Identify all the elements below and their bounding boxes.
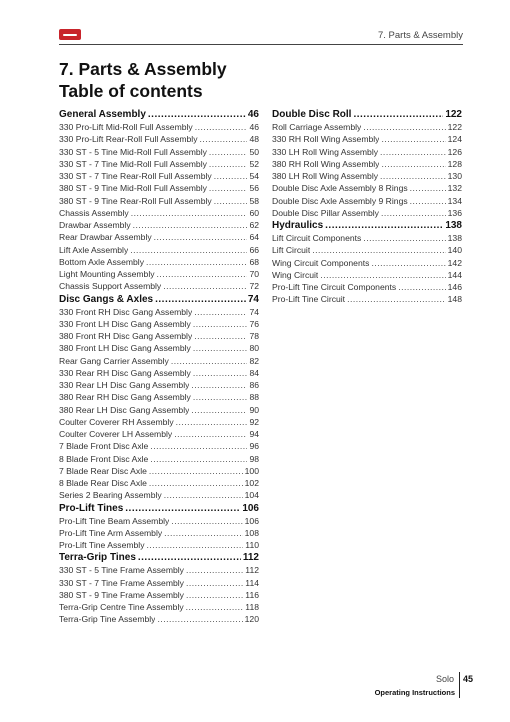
toc-entry (59, 158, 259, 170)
toc-page-number: 126 (447, 146, 462, 157)
toc-label: Coulter Coverer RH Assembly (59, 416, 174, 427)
toc-entry (272, 170, 462, 182)
toc-leader-dots (347, 293, 446, 305)
toc-entry (272, 195, 462, 207)
toc-label: 330 ST - 7 Tine Mid-Roll Full Assembly (59, 158, 207, 169)
toc-entry (272, 281, 462, 293)
toc-leader-dots (176, 416, 248, 428)
toc-leader-dots (191, 404, 247, 416)
toc-entry (59, 428, 259, 440)
toc-page-number: 140 (447, 245, 462, 256)
toc-label: Lift Circuit (272, 245, 311, 256)
toc-page-number: 136 (447, 207, 462, 218)
toc-leader-dots (147, 539, 244, 551)
toc-label: 380 Rear LH Disc Gang Assembly (59, 404, 190, 415)
toc-entry (59, 355, 259, 367)
toc-leader-dots (186, 589, 243, 601)
toc-page-number: 148 (447, 294, 462, 305)
toc-label: Rear Gang Carrier Assembly (59, 355, 169, 366)
toc-label: 330 RH Roll Wing Assembly (272, 134, 380, 145)
toc-entry (59, 133, 259, 145)
toc-page-number: 106 (244, 515, 259, 526)
toc-page-number: 60 (249, 207, 259, 218)
toc-leader-dots (146, 256, 247, 268)
toc-page-number: 90 (249, 404, 259, 415)
toc-entry (59, 404, 259, 416)
toc-page-number: 56 (249, 183, 259, 194)
toc-section-heading (59, 293, 259, 306)
toc-label: Chassis Support Assembly (59, 281, 162, 292)
toc-page-number: 110 (245, 540, 259, 550)
toc-entry (59, 182, 259, 194)
toc-leader-dots (164, 527, 242, 539)
toc-label: 380 ST - 9 Tine Rear-Roll Full Assembly (59, 195, 212, 206)
toc-entry (59, 589, 259, 601)
toc-page-number: 96 (249, 441, 259, 452)
footer-document-title: Operating Instructions (374, 688, 455, 697)
toc-label: Hydraulics (272, 220, 324, 231)
toc-label: Pro-Lift Tine Circuit Components (272, 282, 397, 292)
toc-page-number: 46 (249, 122, 259, 132)
toc-entry (272, 269, 462, 281)
toc-page-number: 112 (242, 552, 259, 564)
toc-label: 380 Front LH Disc Gang Assembly (59, 343, 191, 354)
toc-label: 8 Blade Rear Disc Axle (59, 478, 147, 488)
toc-label: 330 ST - 5 Tine Mid-Roll Full Assembly (59, 146, 207, 157)
toc-leader-dots (410, 182, 446, 194)
toc-entry (272, 244, 462, 256)
toc-label: Terra-Grip Tine Assembly (59, 614, 156, 625)
toc-section-heading (272, 108, 462, 121)
toc-page-number: 68 (249, 256, 259, 267)
toc-entry (59, 256, 259, 268)
toc-leader-dots (194, 306, 247, 318)
toc-leader-dots (174, 428, 247, 440)
toc-entry (59, 268, 259, 280)
toc-leader-dots (195, 121, 248, 133)
toc-page-number: 100 (244, 465, 259, 476)
toc-entry (272, 158, 462, 170)
toc-page-number: 74 (247, 293, 259, 305)
toc-label: 380 Rear RH Disc Gang Assembly (59, 392, 191, 403)
toc-entry (272, 133, 462, 145)
toc-page-number: 62 (249, 220, 259, 230)
toc-label: Double Disc Roll (272, 109, 352, 120)
toc-page-number: 130 (447, 171, 462, 181)
toc-page-number: 82 (249, 355, 259, 366)
toc-leader-dots (191, 379, 247, 391)
toc-page-number: 138 (445, 220, 462, 231)
toc-label: Series 2 Bearing Assembly (59, 490, 162, 501)
toc-entry (59, 379, 259, 391)
toc-page-number: 72 (249, 281, 259, 292)
toc-label: Wing Circuit (272, 269, 319, 280)
toc-label: Terra-Grip Centre Tine Assembly (59, 602, 184, 612)
toc-page-number: 86 (249, 380, 259, 390)
toc-leader-dots (209, 158, 248, 170)
toc-entry (59, 539, 259, 551)
toc-label: Double Disc Pillar Assembly (272, 207, 379, 218)
toc-label: 380 ST - 9 Tine Mid-Roll Full Assembly (59, 183, 207, 194)
toc-leader-dots (193, 342, 248, 354)
toc-page-number: 84 (249, 367, 259, 378)
toc-section-heading (59, 108, 259, 121)
toc-leader-dots (149, 477, 243, 489)
toc-leader-dots (363, 232, 445, 244)
toc-entry (59, 527, 259, 539)
toc-label: Pro-Lift Tine Beam Assembly (59, 515, 170, 526)
toc-left-column (59, 108, 259, 626)
toc-entry (59, 577, 259, 589)
toc-page-number: 52 (249, 158, 259, 169)
toc-label: Coulter Coverer LH Assembly (59, 429, 173, 439)
toc-entry (272, 146, 462, 158)
toc-entry (59, 121, 259, 133)
toc-section-heading (272, 219, 462, 232)
toc-page-number: 124 (447, 134, 462, 145)
toc-label: Pro-Lift Tines (59, 502, 124, 514)
toc-entry (59, 440, 259, 452)
page-title (59, 58, 227, 102)
toc-label: 380 RH Roll Wing Assembly (272, 158, 380, 169)
header-divider (59, 44, 463, 45)
toc-page-number: 46 (247, 109, 259, 120)
toc-entry (59, 477, 259, 489)
toc-entry (59, 613, 259, 625)
toc-leader-dots (410, 195, 446, 207)
toc-leader-dots (398, 281, 445, 293)
toc-label: Pro-Lift Tine Arm Assembly (59, 527, 163, 538)
toc-page-number: 104 (244, 490, 259, 501)
toc-leader-dots (155, 293, 246, 306)
toc-leader-dots (171, 515, 242, 527)
toc-leader-dots (380, 146, 446, 158)
toc-entry (59, 489, 259, 501)
toc-page-number: 66 (249, 244, 259, 255)
toc-page-number: 134 (447, 195, 462, 206)
toc-leader-dots (125, 502, 240, 515)
toc-label: Lift Axle Assembly (59, 244, 129, 255)
toc-label: 330 ST - 7 Tine Frame Assembly (59, 577, 184, 588)
toc-leader-dots (138, 551, 241, 564)
toc-leader-dots (320, 269, 445, 281)
toc-page-number: 122 (447, 122, 462, 132)
toc-leader-dots (380, 170, 446, 182)
toc-entry (59, 453, 259, 465)
toc-label: 330 ST - 5 Tine Frame Assembly (59, 565, 184, 576)
toc-entry (59, 515, 259, 527)
brand-logo (59, 29, 81, 40)
toc-entry (59, 416, 259, 428)
toc-page-number: 118 (245, 602, 259, 612)
toc-page-number: 74 (249, 306, 259, 317)
toc-label: 7 Blade Front Disc Axle (59, 441, 149, 452)
toc-page-number: 146 (447, 282, 462, 292)
toc-label: 330 Front RH Disc Gang Assembly (59, 306, 193, 317)
toc-label: Terra-Grip Tines (59, 552, 136, 564)
toc-entry (59, 318, 259, 330)
toc-page-number: 48 (249, 134, 259, 145)
toc-leader-dots (186, 601, 244, 613)
toc-entry (59, 146, 259, 158)
toc-page-number: 142 (447, 257, 462, 268)
toc-entry (59, 207, 259, 219)
toc-page-number: 54 (249, 171, 259, 181)
toc-leader-dots (381, 158, 445, 170)
toc-label: 380 Front RH Disc Gang Assembly (59, 331, 193, 341)
toc-label: Double Disc Axle Assembly 8 Rings (272, 183, 408, 194)
toc-leader-dots (194, 330, 247, 342)
toc-label: 330 Pro-Lift Rear-Roll Full Assembly (59, 134, 198, 145)
toc-entry (59, 170, 259, 182)
toc-entry (59, 244, 259, 256)
toc-page-number: 138 (447, 233, 462, 243)
toc-page-number: 128 (447, 158, 462, 169)
toc-label: Light Mounting Assembly (59, 269, 155, 279)
toc-page-number: 108 (244, 527, 259, 538)
chapter-title: 7. Parts & Assembly (59, 59, 227, 79)
toc-label: Pro-Lift Tine Circuit (272, 294, 346, 305)
toc-page-number: 50 (249, 146, 259, 157)
toc-label: 380 LH Roll Wing Assembly (272, 171, 379, 181)
toc-page-number: 58 (249, 195, 259, 206)
toc-page-number: 70 (249, 269, 259, 279)
toc-leader-dots (157, 268, 248, 280)
toc-entry (59, 465, 259, 477)
toc-entry (59, 306, 259, 318)
toc-page-number: 112 (245, 565, 259, 576)
toc-entry (272, 121, 462, 133)
toc-page-number: 122 (445, 109, 462, 120)
toc-page-number: 144 (447, 269, 462, 280)
toc-leader-dots (200, 133, 248, 145)
toc-entry (59, 195, 259, 207)
toc-page-number: 114 (245, 577, 259, 588)
toc-page-number: 106 (242, 502, 259, 514)
toc-page-number: 132 (447, 183, 462, 194)
toc-leader-dots (157, 613, 242, 625)
toc-page-number: 120 (244, 614, 259, 625)
toc-leader-dots (353, 108, 443, 121)
toc-heading: Table of contents (59, 81, 203, 101)
footer-divider (459, 672, 460, 698)
toc-leader-dots (381, 207, 446, 219)
toc-leader-dots (150, 453, 247, 465)
toc-leader-dots (193, 367, 248, 379)
toc-leader-dots (214, 195, 248, 207)
toc-leader-dots (149, 465, 243, 477)
toc-leader-dots (381, 133, 445, 145)
toc-label: Chassis Assembly (59, 207, 129, 218)
toc-section-heading (59, 551, 259, 564)
toc-leader-dots (371, 257, 445, 269)
toc-entry (59, 564, 259, 576)
toc-section-heading (59, 502, 259, 515)
toc-label: Rear Drawbar Assembly (59, 232, 152, 243)
toc-leader-dots (148, 108, 246, 121)
toc-leader-dots (186, 564, 243, 576)
toc-page-number: 88 (249, 392, 259, 403)
toc-page-number: 98 (249, 453, 259, 464)
toc-leader-dots (209, 146, 248, 158)
toc-entry (272, 232, 462, 244)
toc-label: 330 Rear LH Disc Gang Assembly (59, 380, 190, 390)
toc-label: 330 LH Roll Wing Assembly (272, 146, 379, 157)
toc-leader-dots (133, 219, 248, 231)
toc-page-number: 80 (249, 343, 259, 354)
toc-leader-dots (209, 182, 248, 194)
toc-leader-dots (163, 280, 247, 292)
toc-entry (272, 207, 462, 219)
toc-page-number: 64 (249, 232, 259, 243)
toc-entry (59, 231, 259, 243)
toc-label: Disc Gangs & Axles (59, 293, 154, 305)
toc-leader-dots (312, 244, 445, 256)
toc-page-number: 94 (249, 429, 259, 439)
toc-entry (272, 257, 462, 269)
toc-label: 330 Rear RH Disc Gang Assembly (59, 367, 191, 378)
toc-label: 380 ST - 9 Tine Frame Assembly (59, 589, 184, 600)
toc-page-number: 102 (244, 478, 259, 488)
toc-leader-dots (193, 391, 248, 403)
toc-leader-dots (150, 440, 247, 452)
toc-entry (59, 367, 259, 379)
toc-label: 7 Blade Rear Disc Axle (59, 465, 147, 476)
toc-page-number: 92 (249, 416, 259, 427)
toc-label: Wing Circuit Components (272, 257, 370, 268)
toc-label: 330 ST - 7 Tine Rear-Roll Full Assembly (59, 171, 212, 181)
toc-label: Roll Carriage Assembly (272, 122, 362, 132)
toc-label: 8 Blade Front Disc Axle (59, 453, 149, 464)
toc-entry (59, 219, 259, 231)
toc-entry (59, 391, 259, 403)
toc-leader-dots (186, 577, 243, 589)
running-header: 7. Parts & Assembly (377, 30, 463, 41)
toc-leader-dots (193, 318, 248, 330)
toc-leader-dots (154, 231, 248, 243)
toc-leader-dots (131, 207, 248, 219)
toc-page-number: 116 (245, 589, 259, 600)
toc-entry (59, 280, 259, 292)
toc-leader-dots (325, 219, 443, 232)
toc-leader-dots (164, 489, 243, 501)
toc-label: Drawbar Assembly (59, 220, 131, 230)
toc-label: Lift Circuit Components (272, 233, 362, 243)
footer-page-number: 45 (463, 674, 474, 684)
toc-entry (272, 182, 462, 194)
toc-leader-dots (130, 244, 247, 256)
toc-right-column (272, 108, 462, 306)
toc-label: General Assembly (59, 109, 146, 120)
toc-label: Pro-Lift Tine Assembly (59, 540, 145, 550)
toc-leader-dots (171, 355, 248, 367)
toc-label: 330 Front LH Disc Gang Assembly (59, 318, 191, 329)
toc-entry (272, 293, 462, 305)
toc-entry (59, 601, 259, 613)
toc-label: Double Disc Axle Assembly 9 Rings (272, 195, 408, 206)
toc-leader-dots (214, 170, 248, 182)
toc-leader-dots (363, 121, 445, 133)
footer-product-name: Solo (435, 674, 454, 684)
toc-label: 330 Pro-Lift Mid-Roll Full Assembly (59, 122, 193, 132)
toc-page-number: 78 (249, 331, 259, 341)
toc-entry (59, 330, 259, 342)
toc-entry (59, 342, 259, 354)
toc-label: Bottom Axle Assembly (59, 256, 145, 267)
toc-page-number: 76 (249, 318, 259, 329)
